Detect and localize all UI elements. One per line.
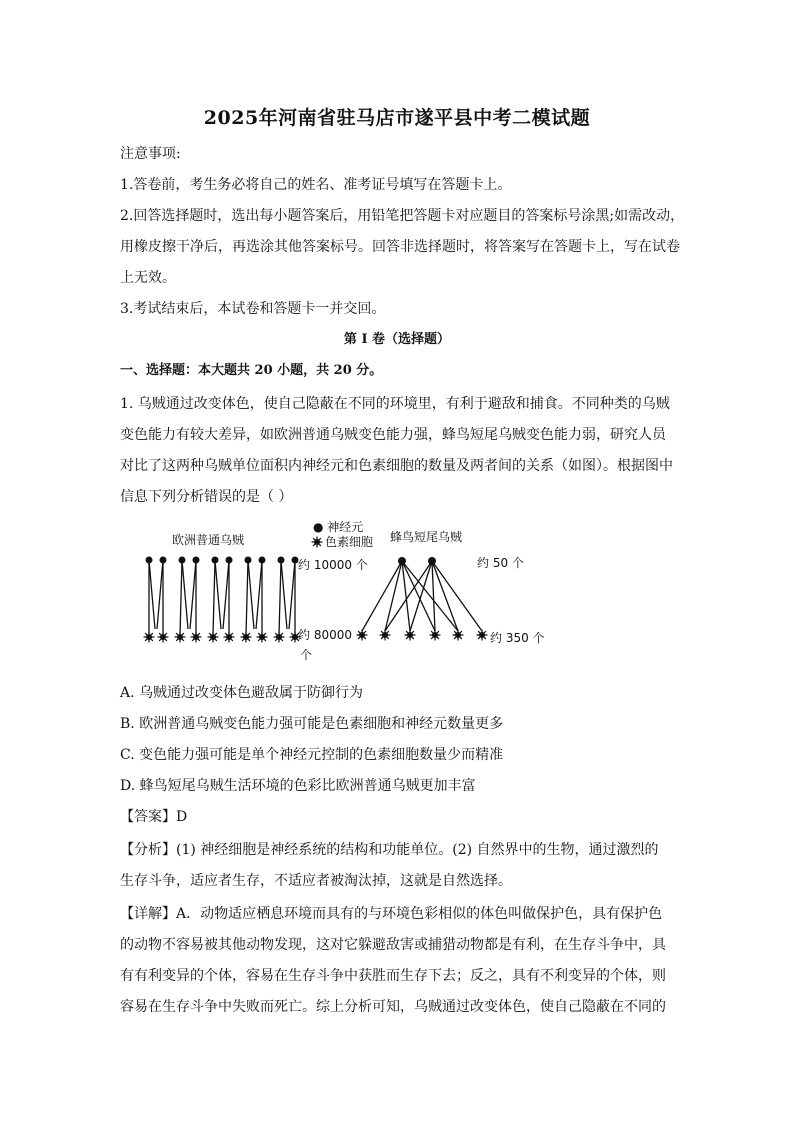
- connection-line: [432, 561, 458, 631]
- connection-line: [180, 560, 182, 635]
- connection-line: [213, 560, 215, 635]
- neuron-node: [245, 557, 252, 564]
- pigment-cell: [241, 632, 252, 643]
- connection-line: [432, 561, 482, 631]
- notice-item-2-line-1: 2.回答选择题时，选出每小题答案后，用铅笔把答题卡对应题目的答案标号涂黑;如需改动，: [120, 208, 685, 224]
- notice-heading: 注意事项:: [120, 146, 181, 162]
- connection-line: [256, 560, 262, 629]
- notice-item-2-line-2: 用橡皮擦干净后，再选涂其他答案标号。回答非选择题时，将答案写在答题卡上，写在试卷: [120, 239, 680, 255]
- neuron-node: [160, 557, 167, 564]
- pigment-cell: [453, 630, 464, 641]
- connection-line: [248, 560, 254, 629]
- connection-line: [223, 560, 229, 629]
- connection-line: [289, 560, 295, 629]
- connection-line: [362, 561, 402, 631]
- connection-line: [215, 560, 221, 629]
- pigment-cell: [430, 630, 441, 641]
- connection-line: [432, 561, 435, 631]
- legend-neuron: ● 神经元: [313, 520, 364, 534]
- neuron-node: [259, 557, 266, 564]
- neuron-node: [212, 557, 219, 564]
- left-pigment-count: 约 80000: [298, 628, 352, 642]
- connection-line: [281, 560, 287, 629]
- neuron-node: [193, 557, 200, 564]
- right-squid-label: 蜂鸟短尾乌贼: [390, 530, 463, 544]
- analysis-line-2: 生存斗争，适应者生存，不适应者被淘汰掉，这就是自然选择。: [120, 873, 512, 889]
- question-stem-line-3: 对比了这两种乌贼单位面积内神经元和色素细胞的数量及两者间的关系（如图）。根据图中: [120, 458, 673, 474]
- pigment-cell: [477, 630, 488, 641]
- notice-item-2-line-3: 上无效。: [120, 270, 176, 286]
- connection-line: [410, 561, 432, 631]
- left-squid-group: [144, 532, 368, 662]
- neuron-node: [226, 557, 233, 564]
- squid-neuron-diagram: [130, 517, 560, 667]
- pigment-cell: [257, 632, 268, 643]
- neuron-node: [146, 557, 153, 564]
- neuron-node: [179, 557, 186, 564]
- volume-heading: 第 I 卷（选择题）: [343, 332, 451, 347]
- left-squid-label: 欧洲普通乌贼: [172, 533, 245, 547]
- option-a: A. 乌贼通过改变体色避敌属于防御行为: [120, 685, 364, 701]
- pigment-cell: [158, 632, 169, 643]
- part-title: 一、选择题：本大题共 20 小题，共 20 分。: [120, 363, 383, 378]
- pigment-cell: [144, 632, 155, 643]
- detail-line-1: 【详解】A．动物适应栖息环境而具有的与环境色彩相似的体色叫做保护色，具有保护色: [120, 906, 663, 922]
- question-stem-line-4: 信息下列分析错误的是（ ）: [120, 489, 293, 505]
- option-c: C. 变色能力强可能是单个神经元控制的色素细胞数量少而精准: [120, 747, 504, 763]
- option-b: B. 欧洲普通乌贼变色能力强可能是色素细胞和神经元数量更多: [120, 716, 504, 732]
- pigment-cell: [224, 632, 235, 643]
- neuron-node: [398, 557, 406, 565]
- notice-item-3: 3.考试结束后，本试卷和答题卡一并交回。: [120, 301, 386, 317]
- legend: [312, 519, 374, 549]
- connection-line: [190, 560, 196, 629]
- question-stem-line-1: 1. 乌贼通过改变体色，使自己隐蔽在不同的环境里，有利于避敌和捕食。不同种类的乌贼: [120, 396, 670, 412]
- legend-pigment: 色素细胞: [325, 535, 374, 549]
- pigment-cell: [191, 632, 202, 643]
- option-d: D. 蜂鸟短尾乌贼生活环境的色彩比欧洲普通乌贼更加丰富: [120, 778, 476, 794]
- pigment-cell: [380, 630, 391, 641]
- neuron-node: [428, 557, 436, 565]
- left-pigment-count-unit: 个: [300, 648, 313, 662]
- pigment-cell: [357, 630, 368, 641]
- connection-line: [149, 560, 155, 629]
- answer-line: 【答案】D: [120, 809, 188, 825]
- left-neuron-count: 约 10000 个: [298, 558, 368, 572]
- legend-pigment-icon: [312, 537, 323, 548]
- detail-line-3: 有有利变异的个体，容易在生存斗争中获胜而生存下去；反之，具有不利变异的个体，则: [120, 968, 666, 984]
- pigment-cell: [175, 632, 186, 643]
- detail-line-4: 容易在生存斗争中失败而死亡。综上分析可知，乌贼通过改变体色，使自己隐蔽在不同的: [120, 999, 666, 1015]
- pigment-cell: [274, 632, 285, 643]
- pigment-legend-icon: [312, 537, 323, 548]
- connection-line: [279, 560, 281, 635]
- connection-line: [246, 560, 248, 635]
- neuron-node: [278, 557, 285, 564]
- connection-line: [385, 561, 402, 631]
- page-title: 2025年河南省驻马店市遂平县中考二模试题: [203, 107, 591, 129]
- notice-item-1: 1.答卷前，考生务必将自己的姓名、准考证号填写在答题卡上。: [120, 177, 512, 193]
- detail-line-2: 的动物不容易被其他动物发现，这对它躲避敌害或捕猎动物都是有利，在生存斗争中，具: [120, 937, 666, 953]
- connection-line: [182, 560, 188, 629]
- right-neuron-count: 约 50 个: [477, 556, 524, 570]
- analysis-line-1: 【分析】(1) 神经细胞是神经系统的结构和功能单位。(2) 自然界中的生物，通过激烈的: [120, 842, 659, 858]
- right-pigment-count: 约 350 个: [490, 631, 545, 645]
- question-stem-line-2: 变色能力有较大差异，如欧洲普通乌贼变色能力强，蜂鸟短尾乌贼变色能力弱，研究人员: [120, 427, 666, 443]
- connection-line: [157, 560, 163, 629]
- pigment-cell: [405, 630, 416, 641]
- right-squid-group: [357, 529, 545, 645]
- pigment-cell: [208, 632, 219, 643]
